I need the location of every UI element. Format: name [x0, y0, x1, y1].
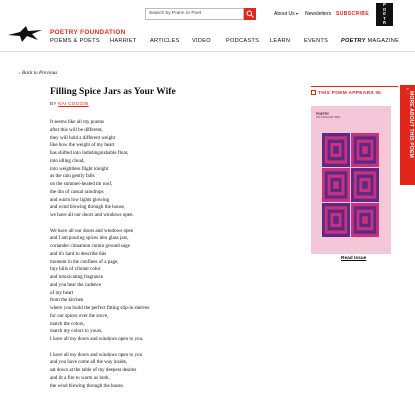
poem-line: and lit a fire to warm us both, [50, 374, 110, 381]
more-about-poem-tab[interactable] [400, 85, 415, 185]
pegasus-icon[interactable] [8, 26, 42, 42]
quilt-block [333, 216, 339, 224]
cover-issue-date: JULY/AUGUST 2021 [316, 116, 341, 119]
read-issue-link[interactable]: Read Issue [341, 256, 367, 261]
poem-line: tiny hills of vibrant color [50, 266, 101, 273]
poem-line: as the rain gently falls [50, 173, 95, 180]
quilt-block [333, 181, 339, 189]
appears-in-heading [311, 90, 381, 96]
poem-line: and I am pouring spices into glass jars, [50, 235, 129, 242]
magazine-icon [311, 90, 316, 95]
poem-line: We have all our doors and windows open [50, 227, 134, 234]
poem-line: they will hold a different weight [50, 134, 116, 141]
about-us-link[interactable]: About Us [274, 11, 295, 17]
poem-line: and it's hard to describe this [50, 250, 107, 257]
poem-line: has shifted into indistinguishable float, [50, 150, 129, 156]
nav-events[interactable]: EVENTS [304, 38, 329, 44]
site-header [0, 0, 415, 52]
poem-line: the din of casual raindrops [50, 188, 104, 195]
nav-poetry-magazine[interactable] [341, 38, 399, 44]
cover-quilt-image [322, 133, 380, 239]
poem-line: into idling cloud, [50, 157, 85, 164]
poem-line: of my heart [50, 289, 74, 296]
poem-line: match the colors, [50, 320, 85, 327]
poem-line: from the kitchen [50, 297, 84, 304]
poem-line: coriander cinnamon cumin ground sage [50, 243, 130, 249]
brand-name[interactable]: POETRY FOUNDATION [50, 29, 126, 36]
poem-line: we have all our doors and windows open. [50, 212, 134, 218]
caret-down-icon: ▾ [296, 11, 299, 16]
poem-line: match my colors to yours, [50, 328, 103, 335]
nav-podcasts[interactable]: PODCASTS [226, 38, 260, 44]
cover-masthead: POETRY [316, 112, 329, 116]
poem-line: the wind blowing through the house. [50, 382, 125, 389]
rail-divider [311, 86, 398, 87]
poem-line: for our spices over the stove, [50, 312, 109, 319]
poem-line: and you have come all the way inside, [50, 359, 128, 366]
byline [50, 101, 89, 106]
poem-line: sat down at the table of my deepest desires [50, 367, 137, 373]
appears-in-label: THIS POEM APPEARS IN [318, 91, 381, 96]
poem-line: moment in the confines of a page, [50, 258, 119, 265]
chevron-left-icon: ‹ [19, 70, 23, 76]
nav-magazine-rest: MAGAZINE [365, 38, 400, 44]
poem-line: where you build the perfect fitting slip-in shelves [50, 305, 150, 311]
quilt-block [333, 146, 339, 154]
poem-line: like how the weight of my heart [50, 142, 115, 149]
poem-line: and you hear the cadence [50, 281, 102, 288]
side-tab-text: MORE ABOUT THIS POEM [408, 91, 414, 158]
byline-prefix: BY [50, 101, 59, 106]
poem-line: and warm low lights glowing [50, 196, 110, 203]
stanza-break [50, 220, 250, 228]
nav-learn[interactable]: LEARN [270, 38, 291, 44]
poem-line: and intoxicating fragrance [50, 274, 103, 280]
quilt-block [362, 216, 368, 224]
poem-line: on the summer-heated tin roof, [50, 181, 113, 187]
author-link[interactable]: KAI COGGIN [58, 101, 89, 106]
subscribe-link[interactable]: SUBSCRIBE [336, 11, 370, 17]
poem-line: and wind blowing through the house, [50, 204, 126, 211]
magazine-cover[interactable] [311, 106, 391, 254]
poem-line: into weightless flight tonight [50, 165, 109, 172]
nav-magazine-bold: POETRY [341, 38, 366, 44]
poem-line: It seems like all my poems [50, 119, 104, 125]
poem-line: I have all my doors and windows open to you. [50, 336, 144, 342]
poetry-badge-text: P O E T R [382, 2, 387, 26]
newsletters-link[interactable]: Newsletters [305, 11, 332, 17]
nav-articles[interactable]: ARTICLES [150, 38, 180, 44]
back-to-previous-link[interactable] [19, 70, 57, 76]
quilt-block [362, 181, 368, 189]
nav-poems-poets[interactable]: POEMS & POETS [50, 38, 100, 44]
side-tab-label: MORE ABOUT THIS POEM › [404, 88, 414, 158]
stanza-break [50, 344, 250, 352]
poem-line: after this will be different, [50, 126, 103, 133]
poem-body [50, 119, 250, 390]
search-input[interactable]: Search by Poem or Poet [145, 8, 244, 20]
search-button[interactable] [244, 8, 256, 20]
back-label: Back to Previous [22, 70, 58, 76]
nav-harriet[interactable]: HARRIET [110, 38, 137, 44]
poem-line: I have all my doors and windows open to you [50, 351, 143, 358]
poem-title: Filling Spice Jars as Your Wife [50, 86, 176, 97]
search-icon [246, 10, 254, 18]
nav-video[interactable]: VIDEO [192, 38, 211, 44]
quilt-block [362, 146, 368, 154]
poetry-magazine-badge[interactable] [376, 3, 393, 26]
